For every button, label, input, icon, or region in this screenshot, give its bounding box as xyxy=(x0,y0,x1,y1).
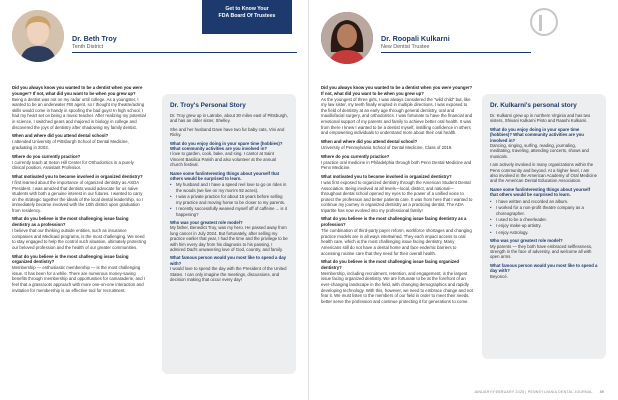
story-question: What famous person would you most like to spend a day with? xyxy=(490,262,598,274)
story-question: Name some fun/interesting things about yourself that others would be surprised to learn. xyxy=(170,170,280,182)
right-qa-column xyxy=(321,82,473,304)
story-text: Dr. Troy grew up in Latrobe, about 30 miles east of Pittsburgh, and has an older sister, Shelley. xyxy=(170,113,288,124)
story-question: What do you enjoy doing in your spare time (hobbies)? What community activities are you involved in? xyxy=(490,126,584,143)
list-item: • I used to be a cheerleader. xyxy=(490,217,598,222)
story-question: What do you enjoy doing in your spare time (hobbies)? What community activities are you involved in? xyxy=(170,140,283,152)
question: Where do you currently practice? xyxy=(321,153,390,159)
divider xyxy=(381,52,531,53)
story-text: Dr. Kulkarni grew up in northern Virginia and has two sisters, Shivani Kulkarni Pinto and Raashi Kulkarni. xyxy=(490,113,591,124)
box-title: Dr. Kulkarni's personal story xyxy=(490,102,577,109)
fun-facts-list xyxy=(490,199,598,235)
avatar-roopali-kulkarni xyxy=(321,12,373,64)
section-tab-line1: Get to Know Your xyxy=(225,6,269,12)
list-item: • I enjoy make-up artistry. xyxy=(490,223,598,228)
story-question: Who was your greatest role model? xyxy=(170,219,243,225)
answer: Membership — enthusiastic membership — is the most challenging issue. It has been for a while. There are numerous money-saving benefits through membership and opportunities for camaraderie, and I feel that a grassroots approach with more one-on-one interaction and invitation for membership is an effective tool for recruitment. xyxy=(12,265,146,293)
list-item: • I was a private practice for about 15 years before selling my practice and moving home to be closer to my parents. xyxy=(170,194,288,205)
story-answer: I would love to spend the day with the President of the United States. I can only imagine the meetings, discussions, and decision making that occur every day! xyxy=(170,266,287,282)
story-question: Name some fun/interesting things about yourself that others would be surprised to learn. xyxy=(490,186,591,198)
answer: I currently teach at Seton Hill Center for Orthodontics in a purely clinical position, Assistant Professor. xyxy=(12,159,134,171)
list-item: • I worked for a non-profit theatre company as a choreographer. xyxy=(490,205,598,216)
question: When and where did you attend dental school? xyxy=(321,138,418,144)
personal-story-box xyxy=(162,94,296,374)
answer: Being a dentist was not on my radar until college. As a youngster, I wanted to be an underwater FBI agent, so I thought my theatre/acting skills would come in handy in spoofing the bad guys! In high school, I had my heart set on being a music teacher. After realizing my potential in science, I switched gears and majored in biology in college and discovered the joys of dentistry after shadowing my family dentist. xyxy=(12,96,146,130)
question: What do you believe is the most challenging issue facing organized dentistry? xyxy=(12,253,129,265)
story-answer: Beyoncé. xyxy=(490,273,508,279)
answer: I practice oral medicine in Philadelphia through both Penn Dental Medicine and Penn Medicine. xyxy=(321,159,472,171)
question: What do you believe is the most challenging issue facing organized dentistry? xyxy=(321,259,460,270)
story-question: Who was your greatest role model? xyxy=(490,238,563,244)
question: Did you always know you wanted to be a dentist when you were younger? If not, what did you want to be when you grew up? xyxy=(321,85,473,96)
question: What motivated you to become involved in organized dentistry? xyxy=(321,173,452,179)
answer: Membership, including recruitment, retention, and engagement, is the largest issue facing organized dentistry. We are fortunate to be at the forefront of an ever-changing landscape in the field, with changing demographics and rapidly developing technology. With this, however, we need to embrace change and not fear it. We must listen to the members of our field in order to meet their needs, better serve the profession and continue protecting it for generations to come. xyxy=(321,270,473,304)
answer: I believe that our thinking outside entities, such as insurance companies and Medicaid programs, is the most challenging. We need to stay engaged to help the control such situation, ultimately protecting our beloved profession and the health of our greater communities. xyxy=(12,228,147,250)
answer: The combination of third-party payer reform, workforce shortages and changing practice models are in all ways intertwined. They each impact access to oral health care, which is the most challenging issue facing dentistry. Many Americans still do not have a dental home and face endemic barriers to accessing routine care that they need for their overall health. xyxy=(321,228,472,256)
story-question: What famous person would you most like to spend a day with? xyxy=(170,255,287,266)
story-answer: My parents — they both have embraced selflessness, strength in the face of adversity, and welcome all with open arms. xyxy=(490,243,593,260)
page-number: 39 xyxy=(599,390,604,394)
list-item: • I have written and recorded an album. xyxy=(490,199,598,204)
section-tab xyxy=(202,0,292,34)
left-qa-column xyxy=(12,82,146,293)
story-answer: I love to garden, cook, bake, and sing. I cantor at Saint Vincent Basilica Parish and also volunteer at the annual church festival. xyxy=(170,151,276,168)
list-item: • My husband and I have a speed reel love to go on rides in the woods (we live on my mom's 92 acres). xyxy=(170,182,288,193)
profile-role: Tenth District xyxy=(72,44,104,50)
question: When and where did you attend dental school? xyxy=(12,133,109,139)
profile-name: Dr. Roopali Kulkarni xyxy=(381,34,450,43)
personal-story-box xyxy=(482,94,606,359)
answer: As the youngest of three girls, I was always considered the "wild child" but, like my law sister, my teeth finally erupted in multiple directions. I was exposed to the field of dentistry at an early age through general dentistry, oral and maxillofacial surgery, and orthodontics. I was fortunate to have the financial and emotional support of my parents and family to achieve better oral health. It was from there I knew I wanted to be a dentist myself, instilling confidence in others and empowering individuals to understand more about their oral health. xyxy=(321,96,473,136)
profile-name: Dr. Beth Troy xyxy=(72,34,117,43)
fun-facts-list xyxy=(170,182,288,216)
profile-role: New Dentist Trustee xyxy=(381,44,430,50)
story-answer: My father, Benedict Troy, was my hero. He passed away from lung cancer in July 2024. But fortunately, after selling my practice earlier that year, I had the time and the privilege to be with him every day from his diagnosis to his passing. I admired Dad's unwavering love of God, country, and family. xyxy=(170,225,288,252)
story-text: She and her husband Dave have two fur baby cats, Vini and Ricky. xyxy=(170,126,285,138)
question: Did you always know you wanted to be a dentist when you were younger? If not, what did you want to be when you grew up? xyxy=(12,85,143,96)
portrait-image xyxy=(321,12,373,64)
story-text: I am actively involved in many organizations within the Penn community and beyond. At a higher level, I am also involved in the American Academy of Oral Medicine and the American Dental Education Association. xyxy=(490,162,597,184)
answer: University of Pennsylvania School of Dental Medicine, Class of 2019. xyxy=(321,144,453,150)
box-title: Dr. Troy's Personal Story xyxy=(170,102,246,109)
journal-logo-icon xyxy=(530,8,558,36)
footer-text: JANUARY/FEBRUARY 2025 | PENNSYLVANIA DENTAL JOURNAL xyxy=(473,390,593,394)
divider xyxy=(72,52,297,53)
question: What motivated you to become involved in organized dentistry? xyxy=(12,173,143,179)
list-item: • I recently successfully weaned myself off of caffeine ... is it happening? xyxy=(170,206,288,217)
story-answer: Dancing, singing, surfing, reading, journaling, meditating, traveling, attending concerts, shows and musicals. xyxy=(490,143,589,159)
list-item: • I enjoy Astrology. xyxy=(490,230,598,235)
answer: I first learned about the importance of organized dentistry as ASDA President. I was amazed that dentists would advocate for us naive students with both a genuine interest in our futures. I wanted to carry on the strategic together the ideals of the local dental leadership, so I immediately became involved with the 10th district upon graduation from residency. xyxy=(12,179,144,213)
portrait-image xyxy=(12,10,64,62)
question: What do you believe is the most challenging issue facing dentistry as a profession? xyxy=(321,216,467,228)
question: Where do you currently practice? xyxy=(12,153,81,159)
question: What do you believe is the most challenging issue facing dentistry as a profession? xyxy=(12,216,129,228)
avatar-beth-troy xyxy=(12,10,64,62)
answer: I attended University of Pittsburgh School of Dental Medicine, graduating in 2003. xyxy=(12,139,129,150)
answer: I was first exposed to organized dentistry through the American Student Dental Association. Being involved at all levels—local, district, and national—throughout dental school opened my eyes to the power of a unified voice to protect the profession and better patients care. It was from here that I wanted to continue my journey in organized dentistry as a practicing dentist. The ADA tripartite has now evolved into my professional family! xyxy=(321,179,473,213)
page-footer xyxy=(474,390,604,394)
right-page xyxy=(309,0,618,400)
section-tab-line2: FDA Board Of Trustees xyxy=(218,13,276,19)
